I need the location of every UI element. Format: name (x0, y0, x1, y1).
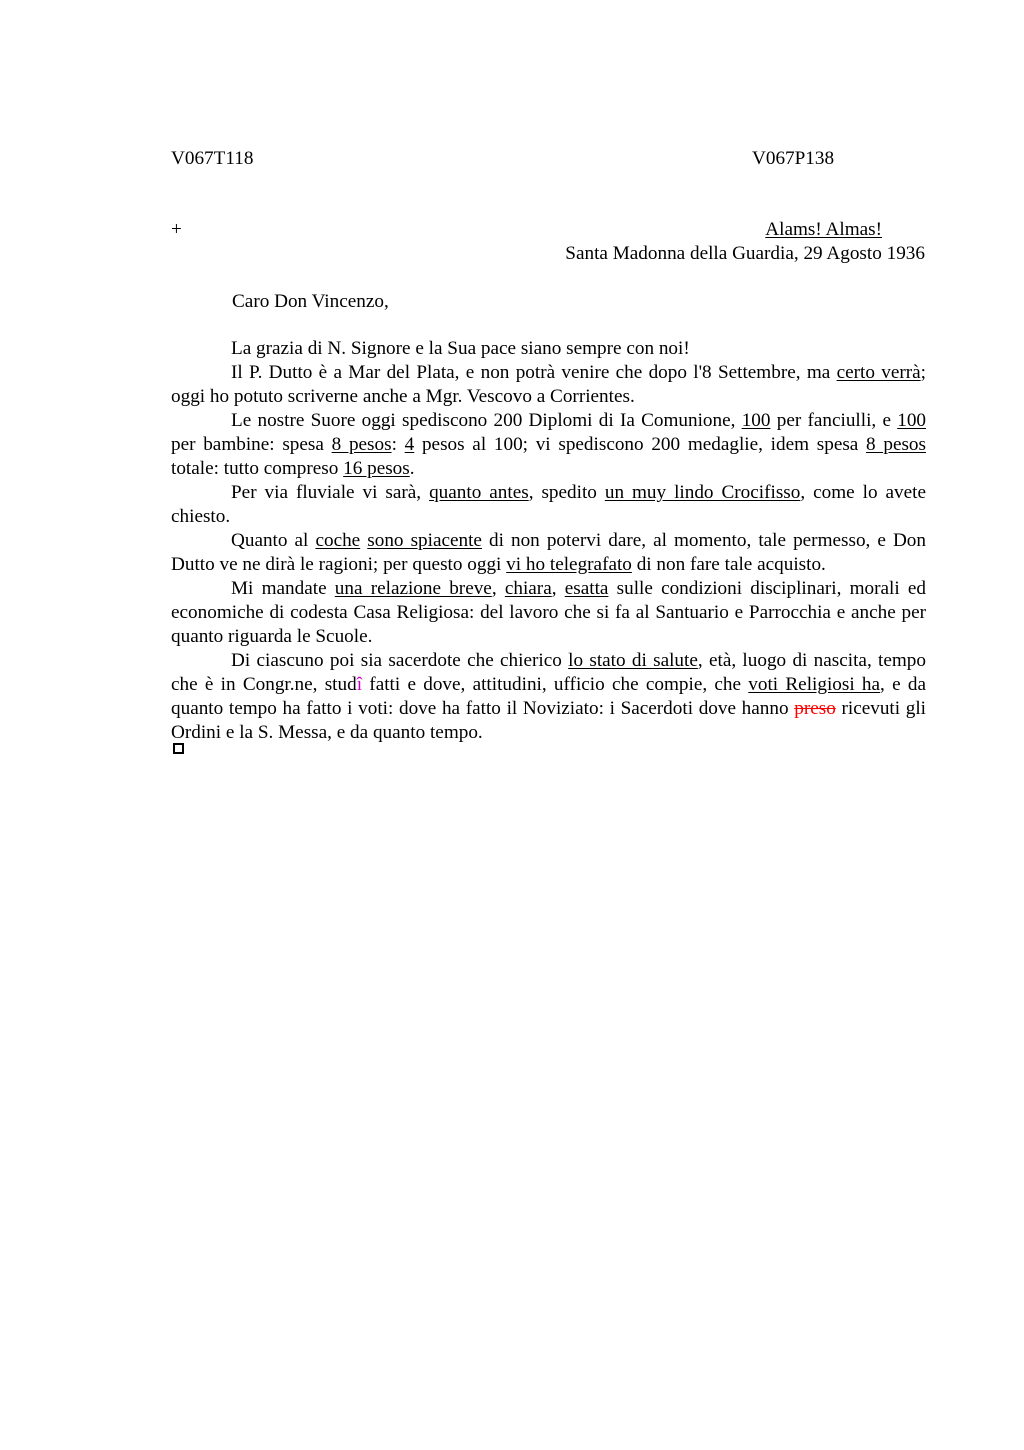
text-run: , (551, 578, 565, 599)
text-run: Il P. Dutto è a Mar del Plata, e non potrà venire che dopo l'8 Settembre, ma (231, 362, 837, 383)
text-run: sulle condizioni disciplinari, morali ed economiche di codesta Casa Religiosa: del lavoro che si fa al Santuario e Parrocchia e anche per quanto riguarda le Scuole. (171, 578, 927, 647)
underlined-text: sono spiacente (367, 530, 482, 551)
paragraph-5 (171, 529, 926, 577)
motto-text: Alams! Almas! (765, 219, 882, 240)
underlined-text: un muy lindo Crocifisso (604, 482, 801, 503)
text-run: di non potervi dare, al momento, tale permesso, e Don Dutto ve ne dirà le ragioni; per questo oggi (171, 530, 926, 575)
underlined-text: voti Religiosi ha (748, 674, 881, 695)
text-run: , spedito (528, 482, 605, 503)
text-run: Mi mandate (231, 578, 335, 599)
underlined-text: 100 (741, 410, 771, 431)
paragraph-1-text: La grazia di N. Signore e la Sua pace siano sempre con noi! (231, 338, 690, 359)
text-run: . (409, 458, 415, 479)
underlined-text: esatta (564, 578, 609, 599)
paragraph-4 (171, 481, 926, 529)
text-run: ricevuti gli Ordini e la S. Messa, e da quanto tempo. (171, 698, 926, 743)
text-run: per fanciulli, e (770, 410, 898, 431)
place-date: Santa Madonna della Guardia, 29 Agosto 1936 (565, 243, 925, 264)
text-run: di non fare tale acquisto. (631, 554, 826, 575)
struck-out-text: preso (794, 698, 836, 719)
underlined-text: 16 pesos (343, 458, 410, 479)
motto (765, 220, 882, 239)
underlined-text: coche (315, 530, 361, 551)
underlined-text: certo verrà (836, 362, 921, 383)
cross-mark: + (171, 219, 182, 240)
underlined-text: 8 pesos (866, 434, 926, 455)
header-left-code: V067T118 (171, 148, 254, 169)
underlined-text: una relazione breve (334, 578, 492, 599)
underlined-text: quanto antes (429, 482, 529, 503)
paragraph-2 (171, 361, 926, 409)
paragraph-1 (171, 337, 926, 361)
text-run: per bambine: spesa (171, 434, 332, 455)
text-run: , età, luogo di nascita, tempo che è in Congr.ne, stud (171, 650, 926, 695)
accented-letter: î (356, 674, 363, 695)
text-run: Di ciascuno poi sia sacerdote che chierico (231, 650, 569, 671)
text-run: : (391, 434, 405, 455)
underlined-text: 100 (897, 410, 926, 431)
underlined-text: lo stato di salute (568, 650, 698, 671)
text-run: Le nostre Suore oggi spediscono 200 Diplomi di Ia Comunione, (231, 410, 742, 431)
underlined-text: 4 (404, 434, 415, 455)
paragraph-3 (171, 409, 926, 481)
end-square-icon (173, 743, 184, 754)
text-run: ; oggi ho potuto scriverne anche a Mgr. Vescovo a Corrientes. (171, 362, 926, 407)
underlined-text: 8 pesos (331, 434, 392, 455)
paragraph-6 (171, 577, 926, 649)
paragraph-7 (171, 649, 926, 745)
header-right-code: V067P138 (752, 148, 835, 169)
text-run: totale: tutto compreso (171, 458, 344, 479)
text-run: , come lo avete chiesto. (171, 482, 926, 527)
underlined-text: chiara (504, 578, 552, 599)
text-run: , e da quanto tempo ha fatto i voti: dove ha fatto il Noviziato: i Sacerdoti dove hanno (171, 674, 926, 719)
text-run: Quanto al (231, 530, 316, 551)
text-run: Per via fluviale vi sarà, (231, 482, 430, 503)
text-run: pesos al 100; vi spediscono 200 medaglie, idem spesa (414, 434, 867, 455)
letter-body (171, 337, 926, 745)
underlined-text: vi ho telegrafato (506, 554, 632, 575)
text-run: fatti e dove, attitudini, ufficio che compie, che (362, 674, 749, 695)
salutation: Caro Don Vincenzo, (232, 291, 389, 312)
text-run: , (491, 578, 505, 599)
